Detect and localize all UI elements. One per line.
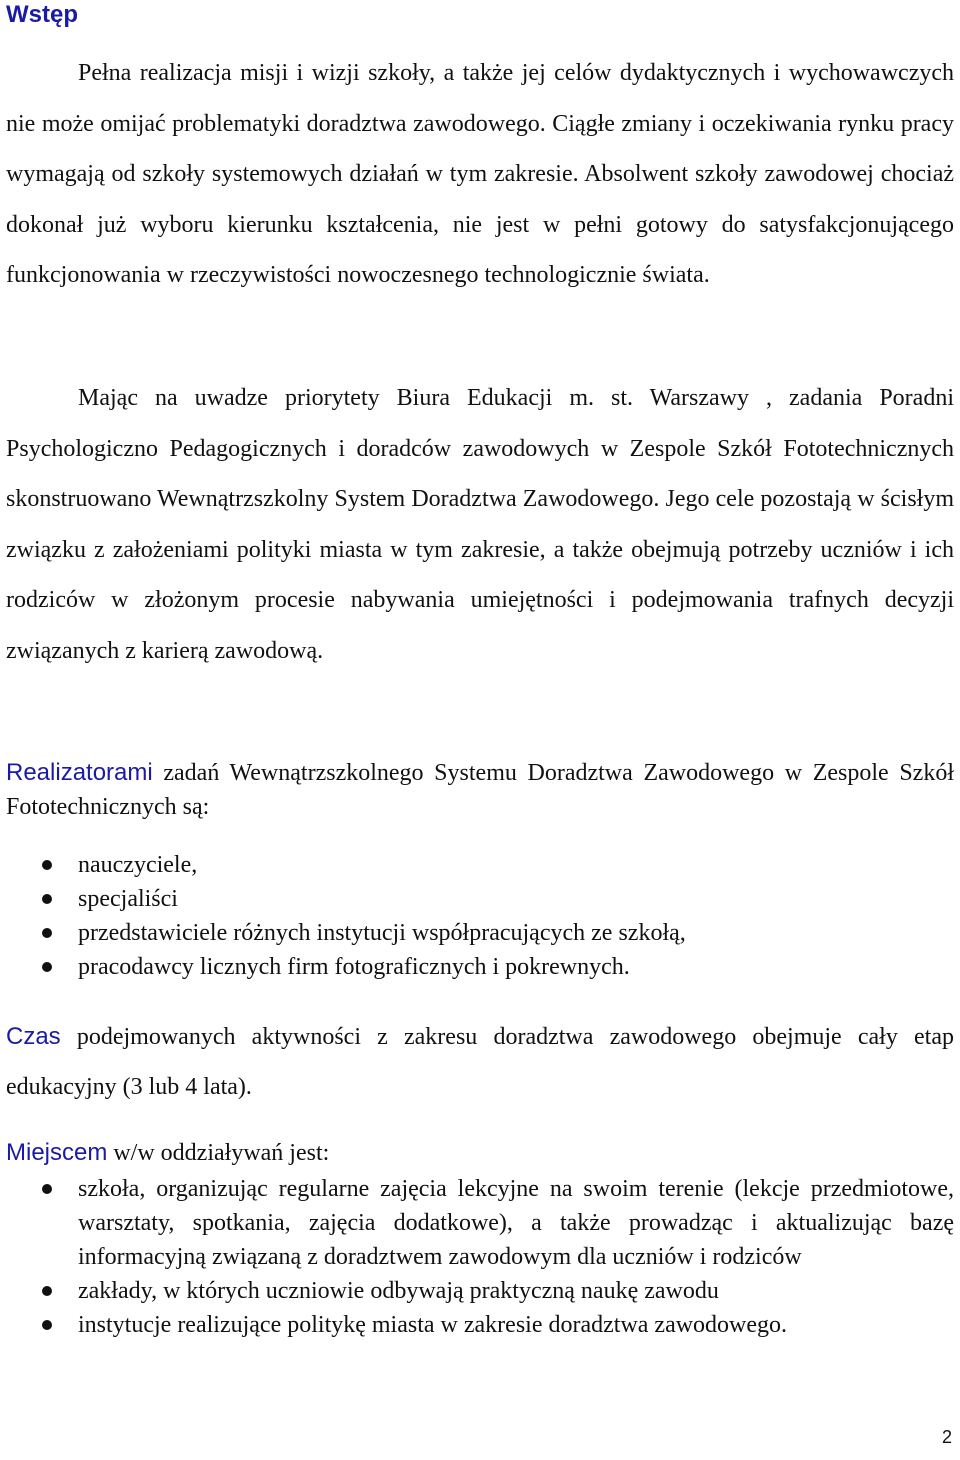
list-item	[6, 1172, 954, 1274]
realizatorzy-keyword: Realizatorami	[6, 759, 153, 786]
czas-text: podejmowanych aktywności z zakresu doradztwa zawodowego obejmuje cały etap edukacyjny (3 lub 4 lata).	[6, 1024, 954, 1100]
list-item	[6, 882, 954, 916]
realizatorzy-list	[6, 848, 954, 984]
bullet-icon	[42, 1184, 52, 1194]
list-item	[6, 848, 954, 882]
list-item	[6, 1308, 954, 1342]
list-item	[6, 950, 954, 984]
intro-paragraph-1: Pełna realizacja misji i wizji szkoły, a także jej celów dydaktycznych i wychowawczych nie może omijać problematyki doradztwa zawodowego. Ciągłe zmiany i oczekiwania rynku pracy wymagają od szkoły systemowych działań w tym zakresie. Absolwent szkoły zawodowej chociaż dokonał już wyboru kierunku kształcenia, nie jest w pełni gotowy do satysfakcjonującego funkcjonowania w rzeczywistości nowoczesnego technologicznie świata.	[6, 60, 954, 288]
czas-paragraph	[6, 1012, 954, 1112]
czas-keyword: Czas	[6, 1023, 61, 1050]
intro-paragraph-2: Mając na uwadze priorytety Biura Edukacji m. st. Warszawy , zadania Poradni Psychologiczno Pedagogicznych i doradców zawodowych w Zespole Szkół Fototechnicznych skonstruowano Wewnątrzszkolny System Doradztwa Zawodowego. Jego cele pozostają w ścisłym związku z założeniami polityki miasta w tym zakresie, a także obejmują potrzeby uczniów i ich rodziców w złożonym procesie nabywania umiejętności i podejmowania trafnych decyzji związanych z karierą zawodową.	[6, 385, 954, 664]
section-heading: Wstęp	[6, 1, 78, 28]
bullet-icon	[42, 1320, 52, 1330]
miejsce-paragraph	[6, 1136, 954, 1170]
realizatorzy-paragraph	[6, 756, 954, 824]
list-item	[6, 1274, 954, 1308]
list-item-text: instytucje realizujące politykę miasta w zakresie doradztwa zawodowego.	[78, 1312, 788, 1338]
list-item-text: szkoła, organizując regularne zajęcia lekcyjne na swoim terenie (lekcje przedmiotowe, warsztaty, spotkania, zajęcia dodatkowe), a także prowadząc i aktualizując bazę informacyjną związaną z doradztwem zawodowym dla uczniów i rodziców	[78, 1176, 954, 1270]
list-item-text: zakłady, w których uczniowie odbywają praktyczną naukę zawodu	[78, 1278, 719, 1304]
miejsce-text: w/w oddziaływań jest:	[107, 1140, 330, 1166]
miejsce-keyword: Miejscem	[6, 1139, 108, 1166]
list-item-text: przedstawiciele różnych instytucji współpracujących ze szkołą,	[78, 920, 686, 946]
bullet-icon	[42, 1286, 52, 1296]
list-item	[6, 916, 954, 950]
list-item-text: specjaliści	[78, 886, 178, 912]
page-number: 2	[941, 1427, 952, 1447]
bullet-icon	[42, 962, 52, 972]
miejsce-list	[6, 1172, 954, 1342]
realizatorzy-text: zadań Wewnątrzszkolnego Systemu Doradztwa Zawodowego w Zespole Szkół Fototechnicznych są:	[6, 760, 954, 820]
list-item-text: nauczyciele,	[78, 852, 198, 878]
bullet-icon	[42, 928, 52, 938]
bullet-icon	[42, 860, 52, 870]
bullet-icon	[42, 894, 52, 904]
list-item-text: pracodawcy licznych firm fotograficznych i pokrewnych.	[78, 954, 630, 980]
